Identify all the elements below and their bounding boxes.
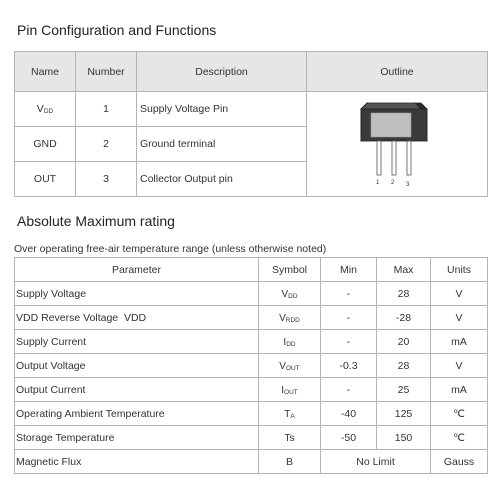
- to92-package-icon: [357, 97, 437, 192]
- param-min: -50: [321, 426, 377, 450]
- param-symbol: B: [259, 450, 321, 474]
- param-symbol: Ts: [259, 426, 321, 450]
- param-name: Magnetic Flux: [15, 450, 259, 474]
- abs-table-header-row: [15, 258, 488, 282]
- lead-label-3: 3: [406, 181, 410, 188]
- param-symbol: $T_A$: [259, 402, 321, 426]
- param-max: 28: [377, 282, 431, 306]
- pin-number: 3: [76, 162, 137, 197]
- header-min: Min: [321, 258, 377, 282]
- param-max: -28: [377, 306, 431, 330]
- param-max: 28: [377, 354, 431, 378]
- table-row: [15, 378, 488, 402]
- table-row: [15, 282, 488, 306]
- header-symbol: Symbol: [259, 258, 321, 282]
- pin-description: Ground terminal: [137, 127, 307, 162]
- lead-label-1: 1: [376, 179, 380, 186]
- param-symbol: $I_{DD}$: [259, 330, 321, 354]
- param-min: -0.3: [321, 354, 377, 378]
- param-name: Supply Voltage: [15, 282, 259, 306]
- param-name: Operating Ambient Temperature: [15, 402, 259, 426]
- param-symbol: $V_{DD}$: [259, 282, 321, 306]
- lead-label-2: 2: [391, 179, 395, 186]
- param-symbol: $I_{OUT}$: [259, 378, 321, 402]
- param-units: V: [431, 354, 488, 378]
- header-parameter: Parameter: [15, 258, 259, 282]
- param-units: V: [431, 306, 488, 330]
- param-name: Output Voltage: [15, 354, 259, 378]
- param-min: -40: [321, 402, 377, 426]
- pin-name: $V_{DD}$: [15, 92, 76, 127]
- table-row: [15, 402, 488, 426]
- param-units: Gauss: [431, 450, 488, 474]
- conditions-note: Over operating free-air temperature range (unless otherwise noted): [14, 243, 327, 255]
- header-description: Description: [137, 52, 307, 92]
- header-name: Name: [15, 52, 76, 92]
- pin-config-title: Pin Configuration and Functions: [17, 22, 217, 38]
- header-number: Number: [76, 52, 137, 92]
- param-min: -: [321, 330, 377, 354]
- param-max: 150: [377, 426, 431, 450]
- pin-description: Collector Output pin: [137, 162, 307, 197]
- param-name: Output Current: [15, 378, 259, 402]
- param-max: 20: [377, 330, 431, 354]
- table-row: [15, 354, 488, 378]
- header-outline: Outline: [307, 52, 488, 92]
- param-units: ℃: [431, 426, 488, 450]
- abs-max-title: Absolute Maximum rating: [17, 213, 175, 229]
- header-max: Max: [377, 258, 431, 282]
- table-row: [15, 306, 488, 330]
- param-units: mA: [431, 378, 488, 402]
- param-name: Storage Temperature: [15, 426, 259, 450]
- pin-name: GND: [15, 127, 76, 162]
- pin-number: 1: [76, 92, 137, 127]
- pin-table-header-row: [15, 52, 488, 92]
- param-min: -: [321, 282, 377, 306]
- param-units: mA: [431, 330, 488, 354]
- param-name: VDD Reverse Voltage VDD: [15, 306, 259, 330]
- table-row: [15, 92, 488, 127]
- header-units: Units: [431, 258, 488, 282]
- param-name: Supply Current: [15, 330, 259, 354]
- pin-name: OUT: [15, 162, 76, 197]
- param-range: No Limit: [321, 450, 431, 474]
- pin-config-table: [14, 51, 488, 197]
- param-max: 25: [377, 378, 431, 402]
- param-max: 125: [377, 402, 431, 426]
- param-symbol: $V_{RDD}$: [259, 306, 321, 330]
- abs-max-table: [14, 257, 488, 474]
- param-units: ℃: [431, 402, 488, 426]
- table-row: [15, 330, 488, 354]
- table-row: [15, 426, 488, 450]
- param-units: V: [431, 282, 488, 306]
- param-min: -: [321, 306, 377, 330]
- table-row: [15, 450, 488, 474]
- param-symbol: $V_{OUT}$: [259, 354, 321, 378]
- pin-number: 2: [76, 127, 137, 162]
- pin-description: Supply Voltage Pin: [137, 92, 307, 127]
- param-min: -: [321, 378, 377, 402]
- package-outline-cell: [307, 92, 488, 197]
